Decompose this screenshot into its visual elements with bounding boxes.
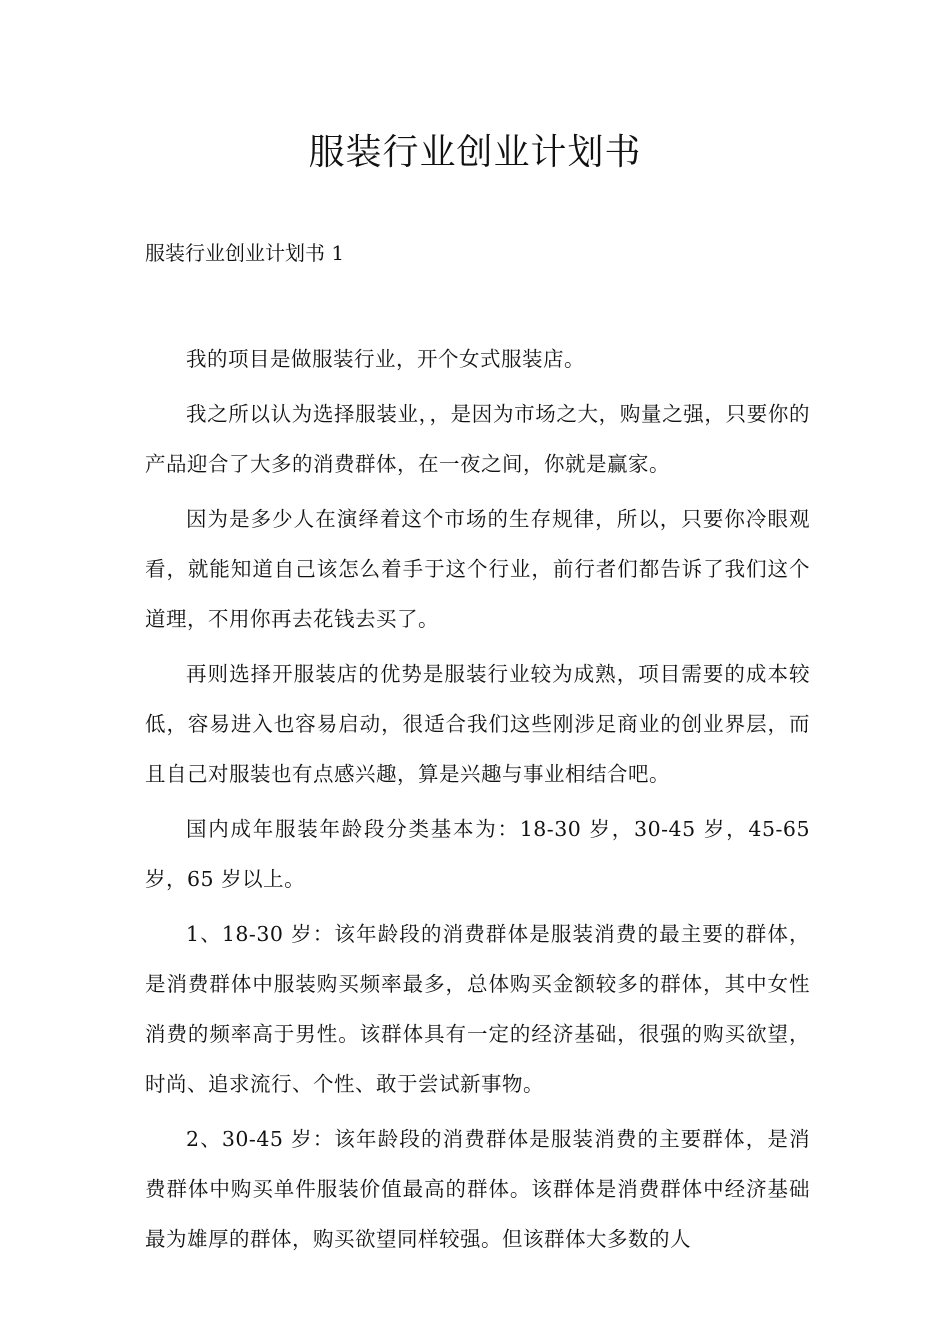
- document-body: [145, 334, 810, 1269]
- paragraph-6: 1、18-30 岁：该年龄段的消费群体是服装消费的最主要的群体，是消费群体中服装购买频率最多，总体购买金额较多的群体，其中女性消费的频率高于男性。该群体具有一定的经济基础，很强的购买欲望，时尚、追求流行、个性、敢于尝试新事物。: [145, 922, 810, 1096]
- paragraph-4: 再则选择开服装店的优势是服装行业较为成熟，项目需要的成本较低，容易进入也容易启动，很适合我们这些刚涉足商业的创业界层，而且自己对服装也有点感兴趣，算是兴趣与事业相结合吧。: [145, 662, 810, 786]
- paragraph-7: 2、30-45 岁：该年龄段的消费群体是服装消费的主要群体，是消费群体中购买单件服装价值最高的群体。该群体是消费群体中经济基础最为雄厚的群体，购买欲望同样较强。但该群体大多数的人: [145, 1127, 810, 1251]
- paragraph-3: 因为是多少人在演绎着这个市场的生存规律，所以，只要你冷眼观看，就能知道自己该怎么着手于这个行业，前行者们都告诉了我们这个道理，不用你再去花钱去买了。: [145, 507, 810, 631]
- paragraph-1: 我的项目是做服装行业，开个女式服装店。: [186, 347, 585, 371]
- paragraph-2: 我之所以认为选择服装业，，是因为市场之大，购量之强，只要你的产品迎合了大多的消费群体，在一夜之间，你就是赢家。: [145, 402, 810, 476]
- document-subtitle: 服装行业创业计划书 1: [145, 241, 345, 265]
- paragraph-5: 国内成年服装年龄段分类基本为：18-30 岁，30-45 岁，45-65 岁，65 岁以上。: [145, 817, 810, 891]
- document-title: 服装行业创业计划书: [308, 132, 642, 173]
